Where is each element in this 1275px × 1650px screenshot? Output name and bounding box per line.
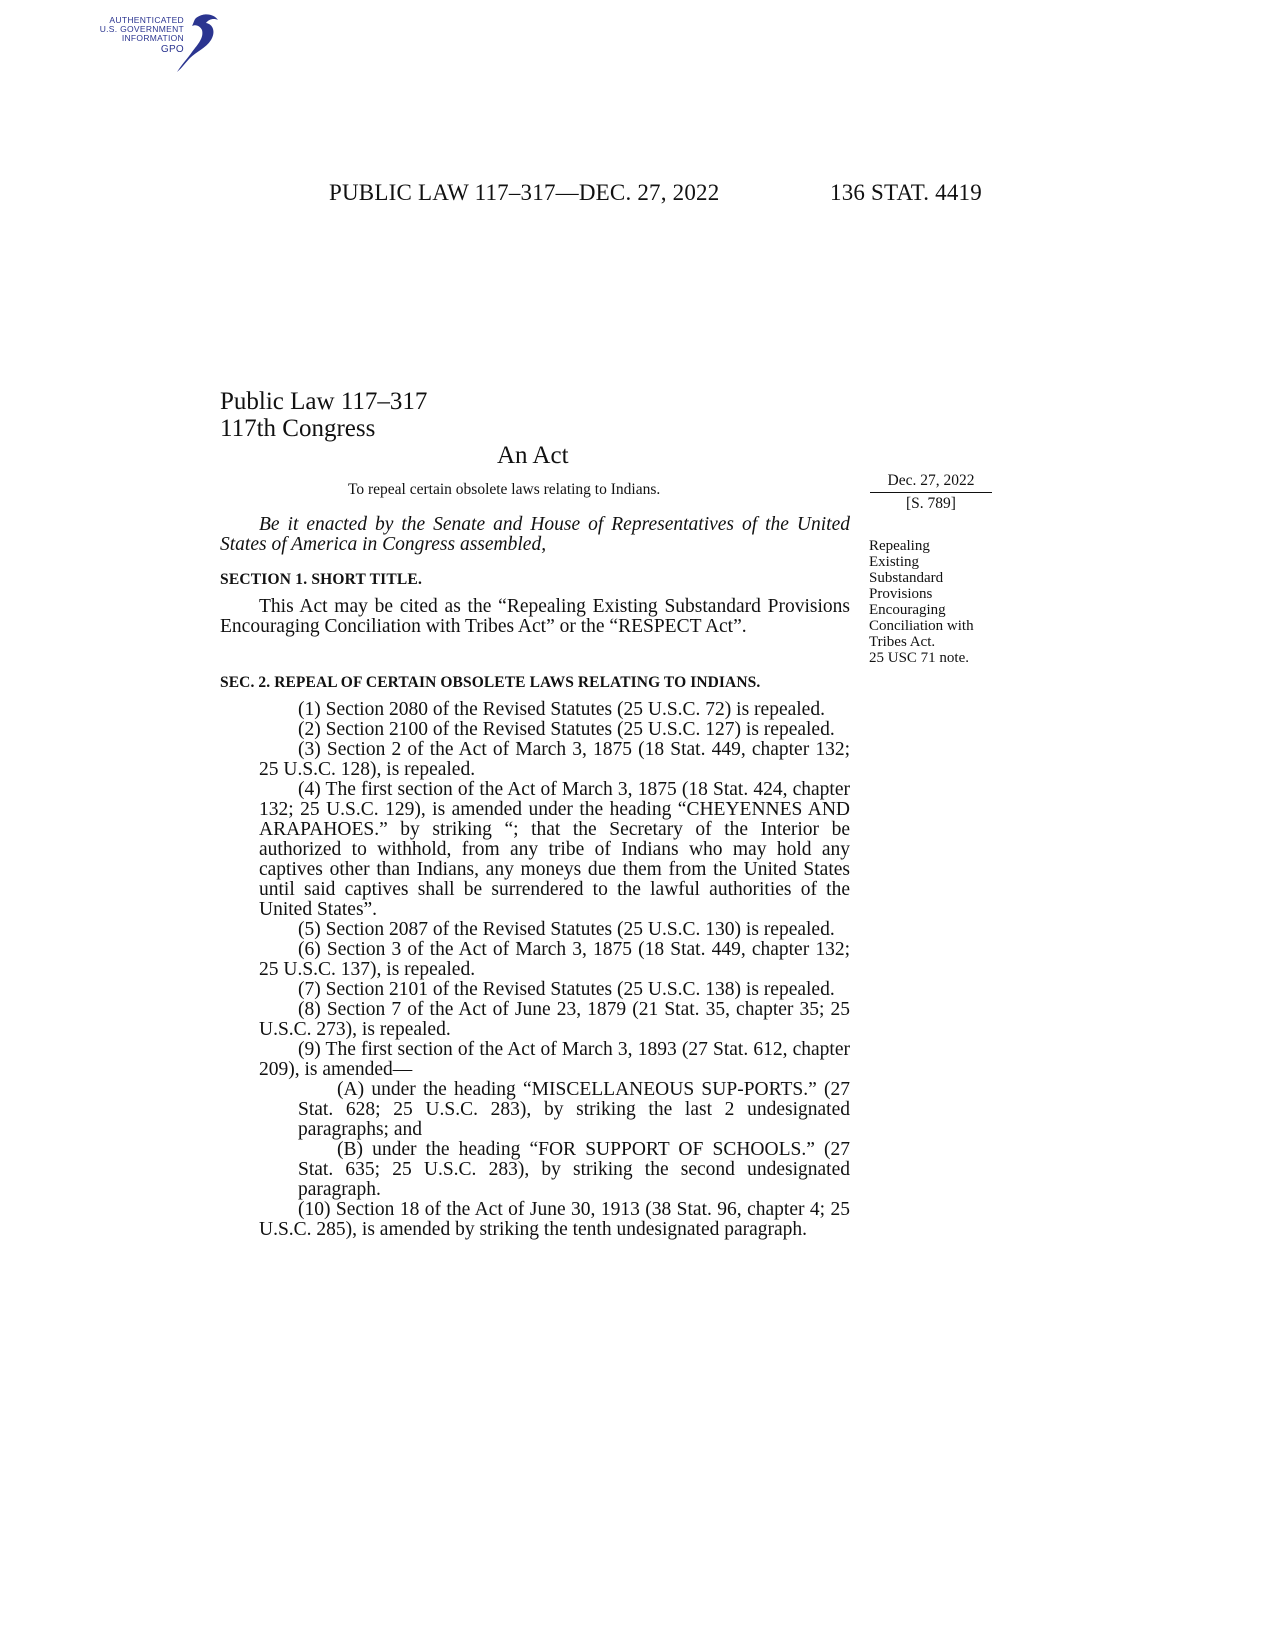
margin-note-line: Substandard [869, 570, 944, 586]
margin-note [869, 538, 999, 666]
page-stat-number: 136 STAT. 4419 [830, 180, 982, 205]
list-item: (2) Section 2100 of the Revised Statutes (25 U.S.C. 127) is repealed. [298, 719, 835, 740]
logo-line-government: U.S. GOVERNMENT [99, 24, 184, 34]
section-2-heading: SEC. 2. REPEAL OF CERTAIN OBSOLETE LAWS RELATING TO INDIANS. [220, 674, 761, 691]
public-law-title: Public Law 117–317 [220, 388, 428, 415]
congress-label: 117th Congress [220, 415, 376, 442]
list-item: (6) Section 3 of the Act of March 3, 1875 (18 Stat. 449, chapter 132; 25 U.S.C. 137), is repealed. [259, 939, 850, 980]
margin-date: Dec. 27, 2022 [887, 472, 975, 489]
section-1-text: This Act may be cited as the “Repealing Existing Substandard Provisions Encouraging Conciliation with Tribes Act” or the “RESPECT Act”. [220, 596, 850, 637]
logo-line-gpo: GPO [160, 44, 184, 55]
margin-note-line: Existing [869, 554, 920, 570]
running-title: PUBLIC LAW 117–317—DEC. 27, 2022 [329, 180, 720, 205]
enacting-clause: Be it enacted by the Senate and House of Representatives of the United States of America in Congress assembled, [220, 514, 850, 555]
list-item: (3) Section 2 of the Act of March 3, 1875 (18 Stat. 449, chapter 132; 25 U.S.C. 128), is repealed. [259, 739, 850, 780]
logo-line-information: INFORMATION [121, 33, 184, 43]
list-item: (8) Section 7 of the Act of June 23, 1879 (21 Stat. 35, chapter 35; 25 U.S.C. 273), is repealed. [259, 999, 850, 1040]
margin-note-line: Encouraging [869, 602, 946, 618]
list-item: (5) Section 2087 of the Revised Statutes (25 U.S.C. 130) is repealed. [298, 919, 835, 940]
list-item: (1) Section 2080 of the Revised Statutes (25 U.S.C. 72) is repealed. [298, 699, 825, 720]
margin-note-line: Provisions [869, 586, 933, 602]
logo-line-authenticated: AUTHENTICATED [109, 15, 184, 25]
sub-list-item: (B) under the heading “FOR SUPPORT OF SCHOOLS.” (27 Stat. 635; 25 U.S.C. 283), by striking the second undesignated paragraph. [298, 1139, 850, 1200]
act-purpose: To repeal certain obsolete laws relating to Indians. [348, 481, 661, 498]
section-2-items [259, 700, 850, 1240]
list-item: (10) Section 18 of the Act of June 30, 1913 (38 Stat. 96, chapter 4; 25 U.S.C. 285), is amended by striking the tenth undesignated paragraph. [259, 1199, 850, 1240]
margin-divider [870, 492, 992, 493]
an-act-heading: An Act [497, 442, 569, 469]
gpo-authentication-logo [92, 8, 227, 76]
margin-note-line: 25 USC 71 note. [869, 650, 970, 666]
list-item: (4) The first section of the Act of March 3, 1875 (18 Stat. 424, chapter 132; 25 U.S.C. 129), is amended under the heading “CHEYENNES AND ARAPAHOES.” by striking “; that the Secretary of the Interior be authorized to withhold, from any tribe of Indians who may hold any captives other than Indians, any moneys due them from the United States until said captives shall be surrendered to the lawful authorities of the United States”. [259, 779, 850, 920]
margin-note-line: Repealing [869, 538, 930, 554]
margin-bill-number: [S. 789] [906, 495, 956, 512]
section-1-heading: SECTION 1. SHORT TITLE. [220, 571, 423, 588]
list-item: (7) Section 2101 of the Revised Statutes (25 U.S.C. 138) is repealed. [298, 979, 835, 1000]
sub-list-item: (A) under the heading “MISCELLANEOUS SUP-PORTS.” (27 Stat. 628; 25 U.S.C. 283), by striking the last 2 undesignated paragraphs; and [298, 1079, 850, 1140]
list-item: (9) The first section of the Act of March 3, 1893 (27 Stat. 612, chapter 209), is amended— [259, 1039, 850, 1080]
margin-note-line: Conciliation with [869, 618, 974, 634]
margin-note-line: Tribes Act. [869, 634, 936, 650]
